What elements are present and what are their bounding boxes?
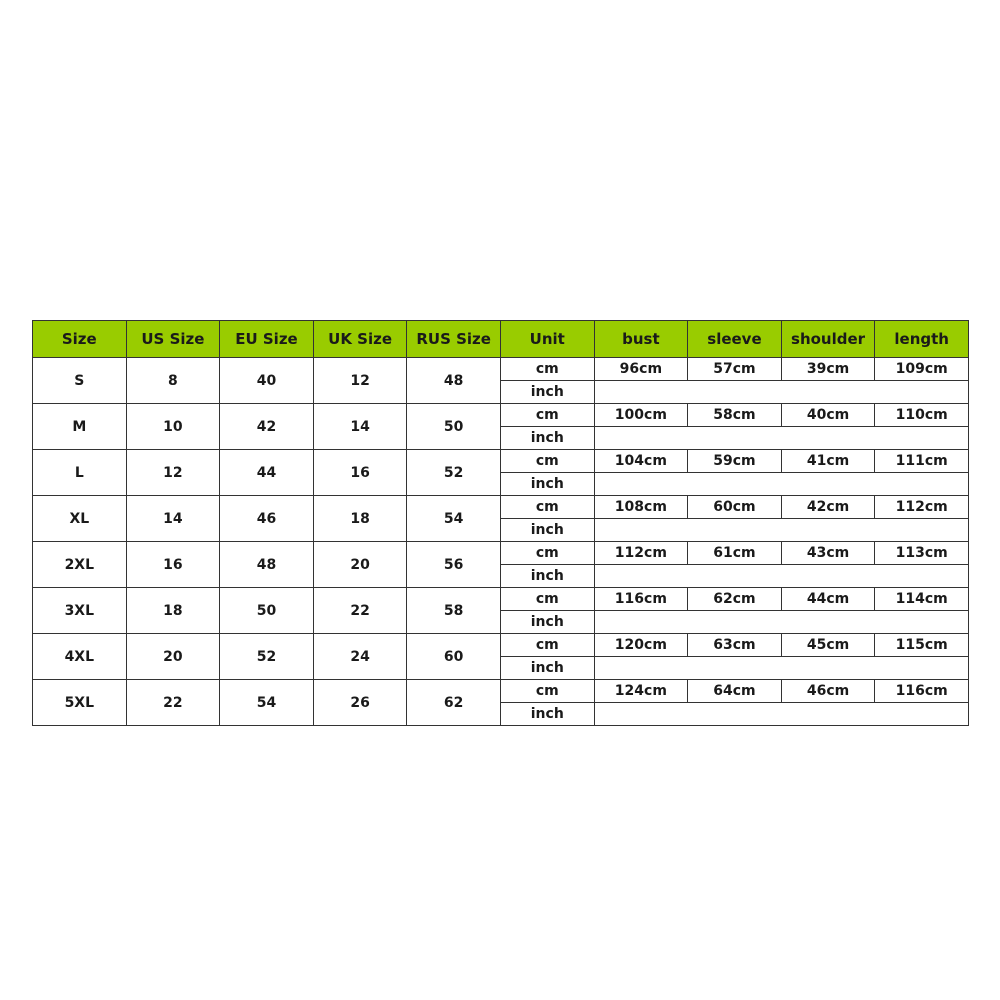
cell-inch-values-empty xyxy=(594,427,968,450)
header-bust: bust xyxy=(594,321,688,358)
cell-bust: 124cm xyxy=(594,680,688,703)
cell-shoulder: 43cm xyxy=(781,542,875,565)
header-eu-size: EU Size xyxy=(220,321,314,358)
cell-sleeve: 58cm xyxy=(688,404,782,427)
cell-inch-values-empty xyxy=(594,565,968,588)
cell-shoulder: 40cm xyxy=(781,404,875,427)
cell-bust: 100cm xyxy=(594,404,688,427)
cell-unit-inch: inch xyxy=(500,657,594,680)
table-row xyxy=(33,358,969,381)
cell-inch-values-empty xyxy=(594,381,968,404)
cell-size: M xyxy=(33,404,127,450)
cell-length: 115cm xyxy=(875,634,969,657)
cell-eu-size: 52 xyxy=(220,634,314,680)
cell-eu-size: 54 xyxy=(220,680,314,726)
cell-inch-values-empty xyxy=(594,703,968,726)
cell-bust: 112cm xyxy=(594,542,688,565)
cell-unit-inch: inch xyxy=(500,473,594,496)
cell-bust: 120cm xyxy=(594,634,688,657)
cell-size: S xyxy=(33,358,127,404)
cell-inch-values-empty xyxy=(594,519,968,542)
cell-uk-size: 24 xyxy=(313,634,407,680)
cell-sleeve: 64cm xyxy=(688,680,782,703)
cell-uk-size: 12 xyxy=(313,358,407,404)
cell-length: 112cm xyxy=(875,496,969,519)
cell-us-size: 8 xyxy=(126,358,220,404)
cell-shoulder: 45cm xyxy=(781,634,875,657)
table-row xyxy=(33,634,969,657)
cell-sleeve: 61cm xyxy=(688,542,782,565)
cell-eu-size: 50 xyxy=(220,588,314,634)
table-row xyxy=(33,404,969,427)
cell-eu-size: 44 xyxy=(220,450,314,496)
cell-unit-cm: cm xyxy=(500,450,594,473)
cell-size: 5XL xyxy=(33,680,127,726)
header-row xyxy=(33,321,969,358)
cell-us-size: 14 xyxy=(126,496,220,542)
cell-unit-inch: inch xyxy=(500,703,594,726)
size-rows xyxy=(33,358,969,726)
cell-rus-size: 54 xyxy=(407,496,501,542)
header-us-size: US Size xyxy=(126,321,220,358)
cell-sleeve: 57cm xyxy=(688,358,782,381)
cell-unit-inch: inch xyxy=(500,427,594,450)
cell-rus-size: 56 xyxy=(407,542,501,588)
header-unit: Unit xyxy=(500,321,594,358)
cell-eu-size: 42 xyxy=(220,404,314,450)
cell-eu-size: 46 xyxy=(220,496,314,542)
cell-uk-size: 14 xyxy=(313,404,407,450)
cell-sleeve: 62cm xyxy=(688,588,782,611)
cell-bust: 96cm xyxy=(594,358,688,381)
cell-sleeve: 60cm xyxy=(688,496,782,519)
cell-unit-cm: cm xyxy=(500,680,594,703)
cell-unit-cm: cm xyxy=(500,588,594,611)
cell-unit-cm: cm xyxy=(500,634,594,657)
cell-length: 111cm xyxy=(875,450,969,473)
cell-uk-size: 18 xyxy=(313,496,407,542)
cell-rus-size: 62 xyxy=(407,680,501,726)
cell-us-size: 16 xyxy=(126,542,220,588)
header-rus-size: RUS Size xyxy=(407,321,501,358)
cell-length: 113cm xyxy=(875,542,969,565)
cell-size: 3XL xyxy=(33,588,127,634)
cell-rus-size: 60 xyxy=(407,634,501,680)
cell-shoulder: 46cm xyxy=(781,680,875,703)
cell-unit-inch: inch xyxy=(500,519,594,542)
cell-eu-size: 40 xyxy=(220,358,314,404)
cell-length: 114cm xyxy=(875,588,969,611)
cell-length: 110cm xyxy=(875,404,969,427)
cell-us-size: 20 xyxy=(126,634,220,680)
cell-bust: 108cm xyxy=(594,496,688,519)
cell-unit-cm: cm xyxy=(500,358,594,381)
cell-rus-size: 52 xyxy=(407,450,501,496)
cell-eu-size: 48 xyxy=(220,542,314,588)
cell-unit-cm: cm xyxy=(500,496,594,519)
cell-unit-cm: cm xyxy=(500,542,594,565)
cell-us-size: 12 xyxy=(126,450,220,496)
cell-rus-size: 58 xyxy=(407,588,501,634)
cell-shoulder: 44cm xyxy=(781,588,875,611)
header-size: Size xyxy=(33,321,127,358)
cell-unit-inch: inch xyxy=(500,565,594,588)
cell-length: 116cm xyxy=(875,680,969,703)
cell-size: 4XL xyxy=(33,634,127,680)
header-length: length xyxy=(875,321,969,358)
cell-inch-values-empty xyxy=(594,473,968,496)
cell-length: 109cm xyxy=(875,358,969,381)
cell-bust: 116cm xyxy=(594,588,688,611)
cell-size: 2XL xyxy=(33,542,127,588)
header-sleeve: sleeve xyxy=(688,321,782,358)
cell-rus-size: 48 xyxy=(407,358,501,404)
cell-unit-inch: inch xyxy=(500,381,594,404)
cell-rus-size: 50 xyxy=(407,404,501,450)
cell-us-size: 10 xyxy=(126,404,220,450)
cell-shoulder: 41cm xyxy=(781,450,875,473)
table-row xyxy=(33,588,969,611)
cell-uk-size: 16 xyxy=(313,450,407,496)
size-chart-table xyxy=(32,320,969,726)
cell-us-size: 18 xyxy=(126,588,220,634)
cell-size: L xyxy=(33,450,127,496)
header-shoulder: shoulder xyxy=(781,321,875,358)
cell-shoulder: 39cm xyxy=(781,358,875,381)
cell-unit-inch: inch xyxy=(500,611,594,634)
cell-uk-size: 26 xyxy=(313,680,407,726)
table-row xyxy=(33,680,969,703)
table-row xyxy=(33,542,969,565)
cell-inch-values-empty xyxy=(594,657,968,680)
cell-bust: 104cm xyxy=(594,450,688,473)
cell-uk-size: 22 xyxy=(313,588,407,634)
table-row xyxy=(33,496,969,519)
cell-inch-values-empty xyxy=(594,611,968,634)
header-uk-size: UK Size xyxy=(313,321,407,358)
cell-sleeve: 59cm xyxy=(688,450,782,473)
cell-sleeve: 63cm xyxy=(688,634,782,657)
cell-us-size: 22 xyxy=(126,680,220,726)
cell-unit-cm: cm xyxy=(500,404,594,427)
cell-size: XL xyxy=(33,496,127,542)
table-row xyxy=(33,450,969,473)
cell-shoulder: 42cm xyxy=(781,496,875,519)
cell-uk-size: 20 xyxy=(313,542,407,588)
